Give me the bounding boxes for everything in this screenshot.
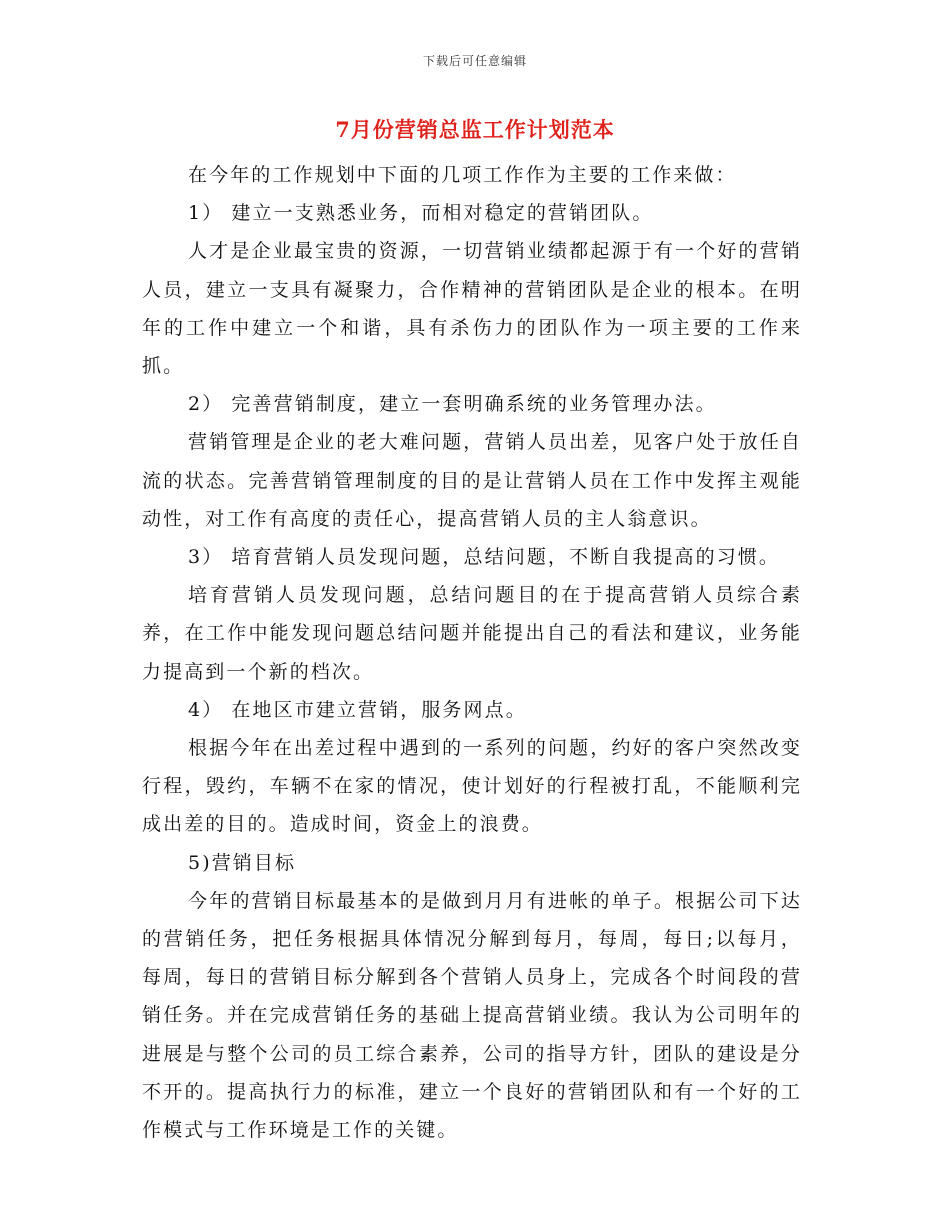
paragraph-item-2-heading: 2） 完善营销制度，建立一套明确系统的业务管理办法。 bbox=[188, 393, 717, 416]
paragraph-intro: 在今年的工作规划中下面的几项工作作为主要的工作来做： bbox=[188, 164, 737, 186]
paragraph-item-3-heading: 3） 培育营销人员发现问题，总结问题，不断自我提高的习惯。 bbox=[188, 546, 781, 569]
paragraph-item-3-body: 培育营销人员发现问题，总结问题目的在于提高营销人员综合素养，在工作中能发现问题总结问题并能提出自己的看法和建议，业务能力提高到一个新的档次。 bbox=[142, 584, 802, 683]
paragraph-item-4-heading: 4） 在地区市建立营销，服务网点。 bbox=[188, 698, 527, 721]
document-title: 7月份营销总监工作计划范本 bbox=[335, 117, 615, 142]
paragraph-item-5-heading: 5)营销目标 bbox=[188, 851, 297, 874]
paragraph-item-1-body: 人才是企业最宝贵的资源，一切营销业绩都起源于有一个好的营销人员，建立一支具有凝聚力，合作精神的营销团队是企业的根本。在明年的工作中建立一个和谐，具有杀伤力的团队作为一项主要的工作来抓。 bbox=[142, 240, 802, 378]
paragraph-item-4-body: 根据今年在出差过程中遇到的一系列的问题，约好的客户突然改变行程，毁约，车辆不在家的情况，使计划好的行程被打乱，不能顺利完成出差的目的。造成时间，资金上的浪费。 bbox=[142, 737, 802, 836]
document-body bbox=[142, 156, 802, 1149]
page-header-note: 下载后可任意编辑 bbox=[422, 54, 527, 68]
paragraph-item-5-body: 今年的营销目标最基本的是做到月月有进帐的单子。根据公司下达的营销任务，把任务根据具体情况分解到每月，每周，每日;以每月，每周，每日的营销目标分解到各个营销人员身上，完成各个时间段的营销任务。并在完成营销任务的基础上提高营销业绩。我认为公司明年的进展是与整个公司的员工综合素养，公司的指导方针，团队的建设是分不开的。提高执行力的标准，建立一个良好的营销团队和有一个好的工作模式与工作环境是工作的关键。 bbox=[142, 889, 802, 1142]
paragraph-item-1-heading: 1） 建立一支熟悉业务，而相对稳定的营销团队。 bbox=[188, 202, 654, 225]
paragraph-item-2-body: 营销管理是企业的老大难问题，营销人员出差，见客户处于放任自流的状态。完善营销管理制度的目的是让营销人员在工作中发挥主观能动性，对工作有高度的责任心，提高营销人员的主人翁意识。 bbox=[142, 431, 802, 530]
